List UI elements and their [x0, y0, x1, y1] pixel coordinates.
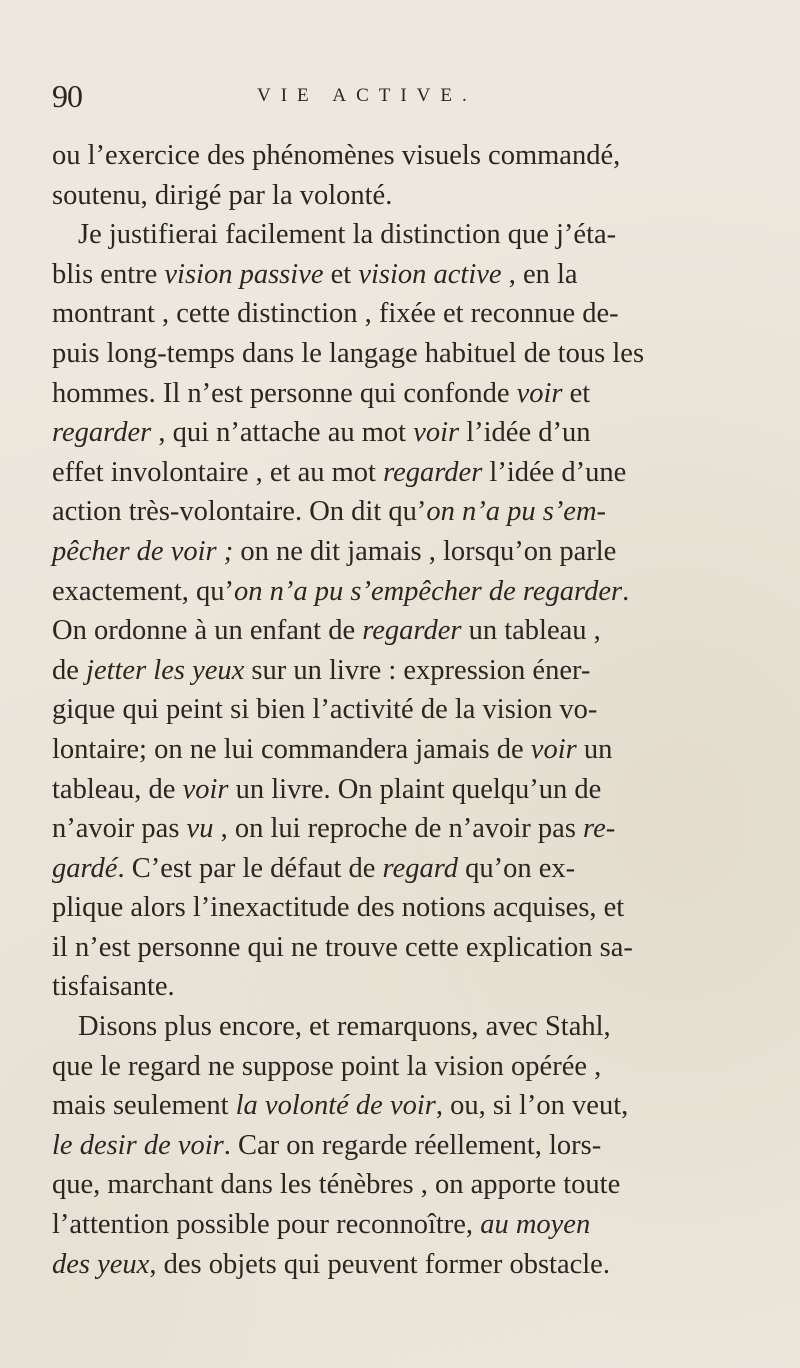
text-segment: que le regard ne suppose point la vision opérée ,	[52, 1050, 602, 1082]
text-segment: lontaire; on ne lui commandera jamais de	[52, 733, 531, 765]
text-segment: mais seulement	[52, 1090, 236, 1122]
text-segment: , des objets qui peuvent former obstacle.	[149, 1248, 610, 1280]
text-segment: l’attention possible pour reconnoître,	[52, 1209, 481, 1241]
text-segment: et	[323, 258, 359, 290]
italic-segment: regarder	[383, 456, 483, 488]
italic-segment: vision active	[358, 258, 502, 290]
text-line	[52, 453, 794, 493]
text-line	[52, 651, 794, 691]
text-segment: un livre. On plaint quelqu’un de	[228, 773, 602, 805]
text-segment: . C’est par le défaut de	[117, 852, 383, 884]
text-segment: exactement, qu’	[52, 575, 234, 607]
italic-segment: vu	[186, 813, 214, 845]
text-segment: , on lui reproche de n’avoir pas	[213, 813, 584, 845]
text-segment: qu’on ex-	[458, 852, 576, 884]
italic-segment: jetter les yeux	[86, 654, 245, 686]
text-line	[52, 690, 794, 730]
italic-segment: la volonté de voir	[235, 1090, 436, 1122]
text-line	[52, 967, 794, 1007]
body-text	[52, 136, 794, 1284]
text-segment: ou l’exercice des phénomènes visuels commandé,	[52, 140, 621, 171]
text-line	[52, 374, 794, 414]
text-segment: plique alors l’inexactitude des notions acquises, et	[52, 892, 625, 924]
text-segment: . Car on regarde réellement, lors-	[223, 1129, 602, 1161]
text-line	[52, 849, 794, 889]
text-segment: effet involontaire , et au mot	[52, 456, 384, 488]
text-segment: il n’est personne qui ne trouve cette explication sa-	[52, 931, 633, 963]
italic-segment: on n’a pu s’empêcher de regarder	[234, 575, 623, 607]
text-segment: gique qui peint si bien l’activité de la vision vo-	[52, 694, 598, 726]
italic-segment: des yeux	[52, 1248, 150, 1280]
text-segment: l’idée d’une	[482, 456, 627, 488]
italic-segment: pêcher de voir ;	[52, 535, 234, 567]
text-line	[52, 1245, 794, 1285]
italic-segment: gardé	[52, 852, 118, 884]
text-segment: hommes. Il n’est personne qui confonde	[52, 377, 517, 409]
text-segment: soutenu, dirigé par la volonté.	[52, 179, 393, 211]
text-segment: un tableau ,	[461, 615, 601, 647]
italic-segment: voir	[182, 773, 229, 805]
text-segment: tableau, de	[52, 773, 183, 805]
text-line	[52, 928, 794, 968]
italic-segment: regarder	[52, 417, 152, 449]
text-line	[52, 730, 794, 770]
text-segment: et	[562, 377, 591, 409]
text-segment: que, marchant dans les ténèbres , on apporte toute	[52, 1169, 621, 1201]
italic-segment: voir	[413, 417, 460, 449]
text-segment: .	[622, 575, 630, 607]
italic-segment: au moyen	[480, 1209, 591, 1241]
text-segment: tisfaisante.	[52, 971, 175, 1003]
text-line	[52, 294, 794, 334]
text-segment: action très-volontaire. On dit qu’	[52, 496, 427, 528]
text-segment: , en la	[501, 258, 578, 290]
italic-segment: on n’a pu s’em-	[426, 496, 607, 528]
text-line	[52, 770, 794, 810]
italic-segment: voir	[530, 733, 577, 765]
text-line	[52, 572, 794, 612]
italic-segment: le desir de voir	[52, 1129, 224, 1161]
text-line	[52, 1007, 794, 1047]
text-segment: de	[52, 654, 87, 686]
text-line	[52, 176, 794, 216]
text-segment: blis entre	[52, 258, 165, 290]
text-segment: montrant , cette distinction , fixée et reconnue de-	[52, 298, 619, 330]
text-line	[52, 809, 794, 849]
text-line	[52, 136, 794, 176]
text-segment: On ordonne à un enfant de	[52, 615, 363, 647]
text-segment: , qui n’attache au mot	[151, 417, 414, 449]
text-segment: puis long-temps dans le langage habituel de tous les	[52, 337, 645, 369]
text-segment: on ne dit jamais , lorsqu’on parle	[233, 535, 617, 567]
text-line	[52, 611, 794, 651]
text-line	[52, 532, 794, 572]
text-segment: Disons plus encore, et remarquons, avec Stahl,	[78, 1011, 611, 1043]
text-line	[52, 413, 794, 453]
text-segment: , ou, si l’on veut,	[435, 1090, 629, 1122]
text-line	[52, 492, 794, 532]
text-segment: n’avoir pas	[52, 813, 187, 845]
text-line	[52, 255, 794, 295]
italic-segment: vision passive	[164, 258, 324, 290]
text-segment: Je justifierai facilement la distinction que j’éta-	[78, 219, 617, 251]
text-line	[52, 888, 794, 928]
running-head	[52, 78, 792, 118]
running-title: VIE ACTIVE.	[257, 85, 477, 106]
text-line	[52, 1165, 794, 1205]
text-line	[52, 1047, 794, 1087]
text-segment: l’idée d’un	[459, 417, 591, 449]
text-line	[52, 1086, 794, 1126]
page-number: 90	[52, 78, 82, 114]
italic-segment: regarder	[362, 615, 462, 647]
italic-segment: voir	[516, 377, 563, 409]
text-line	[52, 334, 794, 374]
text-line	[52, 215, 794, 255]
italic-segment: regard	[382, 852, 459, 884]
italic-segment: re-	[583, 813, 616, 845]
text-segment: un	[576, 733, 613, 765]
text-segment: sur un livre : expression éner-	[244, 654, 591, 686]
text-line	[52, 1126, 794, 1166]
text-line	[52, 1205, 794, 1245]
